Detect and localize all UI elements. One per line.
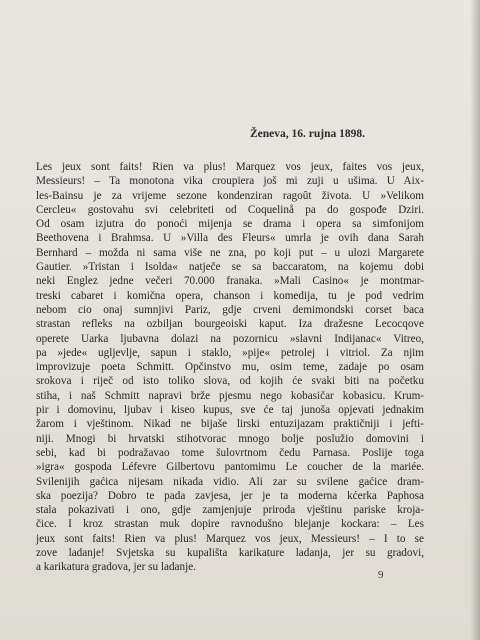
text-line: a karikatura gradova, jer su ladanje. — [36, 561, 196, 574]
text-line: Les jeux sont faits! Rien va plus! Marquez vos jeux, faites vos jeux, — [36, 161, 424, 173]
text-line: nebom cio onaj sumnjivi Pariz, gdje crveni demimondski corset baca — [36, 303, 424, 316]
page-number: 9 — [378, 569, 384, 581]
text-line: strastan refleks na ozbiljan bourgeoiski kaput. Iza dražesne Lecocqove — [36, 318, 424, 331]
text-line: operete Uarka ljubavna dolazi na pozornicu »slavni Indijanac« Vitreo, — [36, 332, 424, 345]
text-line: pa »jede« ugljevlje, sapun i staklo, »pije« petrolej i vitriol. Za njim — [36, 346, 424, 359]
text-line: treski cabaret i komična opera, chanson i komedija, tu je pod vedrim — [36, 289, 424, 302]
text-line: pir i domovinu, ljubav i kiseo kupus, sve će taj junoša opjevati jednakim — [36, 404, 424, 417]
dateline: Ženeva, 16. rujna 1898. — [250, 128, 365, 140]
text-line: Messieurs! – Ta monotona vika croupiera još mi zuji u ušima. U Aix- — [36, 175, 424, 188]
text-line: Svilenijih gaćica nijesam nikada vidio. Ali zar su svilene gaćice dram- — [36, 475, 424, 488]
text-line: stala pokazivati i ono, gdje zamjenjuje priroda vještinu pariske kroja- — [36, 504, 424, 517]
text-line: ska poezija? Dobro te pada zavjesa, jer je ta moderna kćerka Paphosa — [36, 489, 424, 502]
text-line: Bernhard – možda ni sama više ne zna, po koji put – u ulozi Margarete — [36, 246, 424, 259]
text-line: zove ladanje! Svjetska su kupališta karikature ladanja, jer su gradovi, — [36, 547, 424, 560]
text-line: improvizuje poeta Schmitt. Opčinstvo mu, osim teme, zadaje po osam — [36, 361, 424, 374]
body-text — [36, 160, 424, 575]
text-line: Od osam izjutra do ponoći mijenja se drama i opera sa simfonijom — [36, 218, 424, 231]
text-line: Beethovena i Brahmsa. U »Villa des Fleurs« umrla je ovih dana Sarah — [36, 232, 424, 245]
page-edge-shadow — [470, 0, 480, 640]
text-line: neki Englez jedne večeri 70.000 franaka. »Mali Casino« je montmar- — [36, 275, 424, 288]
text-line: stiha, i naš Schmitt napravi brže pjesmu nego kobasičar kobasicu. Krum- — [36, 389, 424, 402]
text-line: srokova i riječ od isto toliko slova, od kojih će svaki biti na početku — [36, 375, 424, 388]
text-line: sebi, kad bi podražavao tome šulovrtnom čedu Parnasa. Poslije toga — [36, 446, 424, 459]
text-line: »igra« gospoda Léfevre Gilbertovu pantomimu Le coucher de la mariée. — [36, 461, 424, 474]
text-line: Gautier. »Tristan i Isolda« natječe se sa baccaratom, na kojemu dobi — [36, 261, 424, 274]
text-line: čice. I kroz strastan muk dopire ravnodušno blejanje kockara: – Les — [36, 518, 424, 531]
text-line: žarom i vještinom. Nikad ne bijaše lirski entuzijazam praktičniji i jefti- — [36, 418, 424, 431]
text-line: Cercleu« gostovahu svi celebriteti od Coquelinå pa do gospođe Dziri. — [36, 203, 424, 216]
text-line: niji. Mnogi bi hrvatski stihotvorac mnogo bolje poslužio domovini i — [36, 432, 424, 445]
text-line: les-Bainsu je za vrijeme sezone kondenziran ragoût života. U »Velikom — [36, 189, 424, 202]
text-line: jeux sont faits! Rien va plus! Marquez vos jeux, Messieurs! – I to se — [36, 532, 424, 545]
